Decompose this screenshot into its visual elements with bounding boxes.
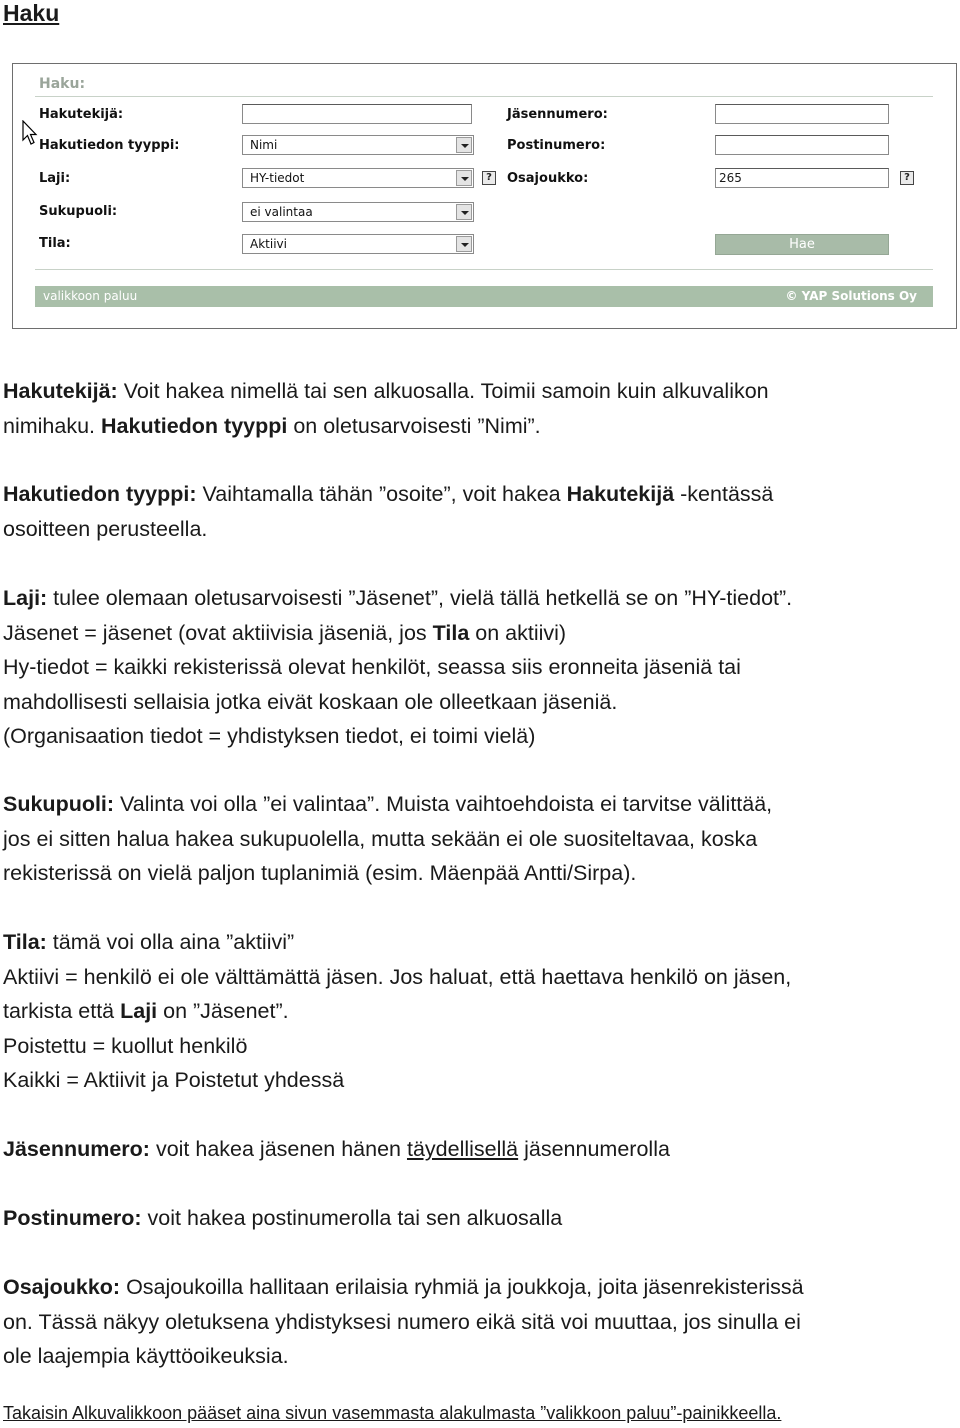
text-line: jos ei sitten halua hakea sukupuolella, mutta sekään ei ole suositeltavaa, koska [3,826,758,851]
term-sukupuoli: Sukupuoli: [3,792,115,816]
text-line: Osajoukoilla hallitaan erilaisia ryhmiä ja joukkoja, joita jäsenrekisterissä [120,1275,804,1299]
term-laji: Laji: [3,586,48,610]
jasennumero-label: Jäsennumero: [507,107,608,122]
osajoukko-input[interactable] [715,168,889,188]
text-line: on oletusarvoisesti ”Nimi”. [287,413,541,438]
back-to-menu-note: Takaisin Alkuvalikkoon pääset aina sivun vasemmasta alakulmasta ”valikkoon paluu”-painikkeella. [3,1403,782,1423]
footer-bar [35,286,933,307]
text-line: on aktiivi) [469,620,567,645]
text-line: Hy-tiedot = kaikki rekisterissä olevat henkilöt, seassa siis eronneita jäseniä tai [3,655,741,679]
text-line: Voit hakea nimellä tai sen alkuosalla. Toimii samoin kuin alkuvalikon [117,379,769,403]
sukupuoli-label: Sukupuoli: [39,204,118,219]
term-laji: Laji [120,999,158,1023]
postinumero-input[interactable] [715,135,889,155]
text-line: osoitteen perusteella. [3,516,208,541]
text-line: ole laajempia käyttöoikeuksia. [3,1344,289,1368]
text-line: nimihaku. [3,413,101,438]
text-line: -kentässä [674,482,774,506]
text-line: Valinta voi olla ”ei valintaa”. Muista vaihtoehdoista ei tarvitse välittää, [114,792,773,816]
term-hakutekija: Hakutekijä: [3,379,118,403]
title-divider [35,96,933,97]
term-hakutiedon-tyyppi: Hakutiedon tyyppi: [3,482,197,506]
form-divider [35,269,933,270]
text-line: Vaihtamalla tähän ”osoite”, voit hakea [196,482,567,506]
jasennumero-input[interactable] [715,104,889,124]
paragraph-hakutekija [3,374,958,443]
dropdown-arrow-icon[interactable] [456,170,472,186]
osajoukko-value: 265 [719,171,742,185]
mouse-cursor-icon [22,120,38,146]
term-jasennumero: Jäsennumero: [3,1137,150,1161]
emphasis-taydellisella: täydellisellä [406,1137,519,1161]
paragraph-jasennumero [3,1132,958,1167]
dropdown-arrow-icon[interactable] [456,137,472,153]
tila-value: Aktiivi [250,237,287,251]
laji-select[interactable] [242,168,474,188]
text-line: Aktiivi = henkilö ei ole välttämättä jäsen. Jos haluat, että haettava henkilö on jäsen, [3,964,792,989]
text-line: on. Tässä näkyy oletuksena yhdistyksesi numero eikä sitä voi muuttaa, jos sinulla ei [3,1309,801,1334]
text-line: voit hakea postinumerolla tai sen alkuosalla [141,1206,563,1230]
text-line: on ”Jäsenet”. [157,999,289,1023]
osajoukko-label: Osajoukko: [507,171,589,186]
paragraph-hakutiedon-tyyppi [3,477,958,546]
text-line: tämä voi olla aina ”aktiivi” [46,930,295,954]
postinumero-label: Postinumero: [507,138,606,153]
term-postinumero: Postinumero: [3,1206,142,1230]
paragraph-osajoukko [3,1270,958,1374]
back-to-menu-link[interactable]: valikkoon paluu [43,289,138,303]
search-button[interactable]: Hae [715,234,889,255]
text-line: voit hakea jäsenen hänen [149,1137,407,1161]
dropdown-arrow-icon[interactable] [456,204,472,220]
copyright-text: © YAP Solutions Oy [785,289,917,303]
paragraph-laji [3,581,958,754]
dropdown-arrow-icon[interactable] [456,236,472,252]
term-osajoukko: Osajoukko: [3,1275,121,1299]
term-hakutiedon-tyyppi: Hakutiedon tyyppi [101,413,288,438]
tila-select[interactable] [242,234,474,254]
paragraph-sukupuoli [3,787,958,891]
sukupuoli-select[interactable] [242,202,474,222]
laji-label: Laji: [39,171,71,186]
text-line: (Organisaation tiedot = yhdistyksen tiedot, ei toimi vielä) [3,724,536,748]
text-line: Poistettu = kuollut henkilö [3,1033,248,1058]
term-hakutekija: Hakutekijä [566,482,675,506]
text-line: tulee olemaan oletusarvoisesti ”Jäsenet”, vielä tällä hetkellä se on ”HY-tiedot”. [47,586,793,610]
laji-value: HY-tiedot [250,171,305,185]
text-line: tarkista että [3,999,121,1023]
help-icon[interactable]: ? [900,171,914,185]
panel-title: Haku: [39,76,86,92]
hakutiedon-tyyppi-label: Hakutiedon tyyppi: [39,138,180,153]
text-line: jäsennumerolla [518,1137,670,1161]
page-heading: Haku [3,0,60,26]
hakutekija-label: Hakutekijä: [39,107,124,122]
hakutiedon-tyyppi-value: Nimi [250,138,278,152]
hakutiedon-tyyppi-select[interactable] [242,135,474,155]
tila-label: Tila: [39,236,71,251]
text-line: mahdollisesti sellaisia jotka eivät koskaan ole olleetkaan jäseniä. [3,689,618,714]
search-form-screenshot [12,63,957,329]
term-tila: Tila [432,620,470,645]
help-icon[interactable]: ? [482,171,496,185]
term-tila: Tila: [3,930,47,954]
paragraph-postinumero [3,1201,958,1236]
text-line: Kaikki = Aktiivit ja Poistetut yhdessä [3,1068,345,1092]
paragraph-tila [3,925,958,1098]
hakutekija-input[interactable] [242,104,472,124]
text-line: Jäsenet = jäsenet (ovat aktiivisia jäseniä, jos [3,620,433,645]
sukupuoli-value: ei valintaa [250,205,313,219]
text-line: rekisterissä on vielä paljon tuplanimiä (esim. Mäenpää Antti/Sirpa). [3,861,637,885]
